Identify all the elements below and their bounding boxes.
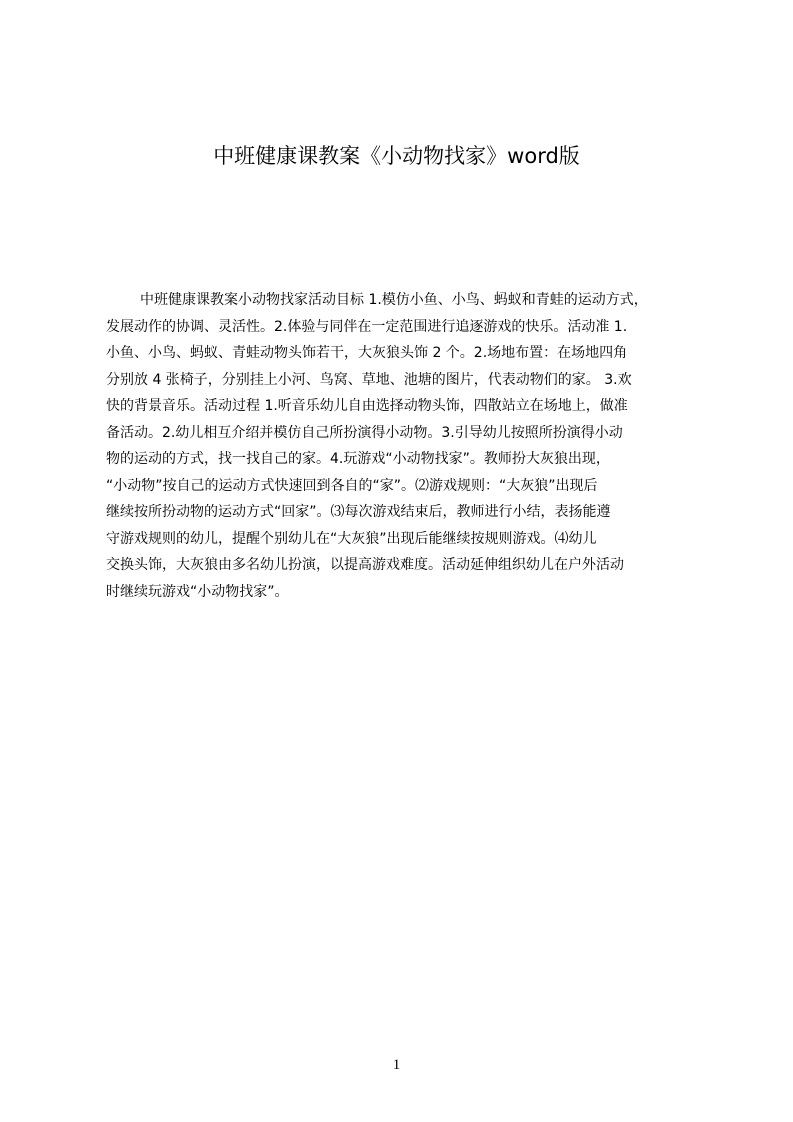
body-line: 继续按所扮动物的运动方式“回家”。⑶每次游戏结束后，教师进行小结，表扬能遵 bbox=[106, 504, 611, 520]
body-line: 分别放 4 张椅子，分别挂上小河、鸟窝、草地、池塘的图片，代表动物们的家。 3.欢 bbox=[106, 371, 632, 388]
body-line: 快的背景音乐。活动过程 1.听音乐幼儿自由选择动物头饰，四散站立在场地上，做准 bbox=[106, 398, 628, 414]
document-body bbox=[106, 287, 706, 605]
body-line: 备活动。2.幼儿相互介绍并模仿自己所扮演得小动物。3.引导幼儿按照所扮演得小动 bbox=[106, 424, 623, 441]
body-line: 交换头饰，大灰狼由多名幼儿扮演，以提高游戏难度。活动延伸组织幼儿在户外活动 bbox=[106, 557, 624, 573]
document-title: 中班健康课教案《小动物找家》word版 bbox=[213, 144, 580, 168]
body-line: “小动物”按自己的运动方式快速回到各自的“家”。⑵游戏规则：“大灰狼”出现后 bbox=[106, 477, 598, 494]
body-line: 守游戏规则的幼儿，提醒个别幼儿在“大灰狼”出现后能继续按规则游戏。⑷幼儿 bbox=[106, 530, 597, 547]
body-line: 时继续玩游戏“小动物找家”。 bbox=[106, 583, 289, 600]
body-line: 发展动作的协调、灵活性。2.体验与同伴在一定范围进行追逐游戏的快乐。活动准 1. bbox=[106, 318, 628, 335]
body-line: 物的运动的方式，找一找自己的家。4.玩游戏“小动物找家”。教师扮大灰狼出现， bbox=[106, 451, 610, 467]
body-line: 中班健康课教案小动物找家活动目标 1.模仿小鱼、小鸟、蚂蚁和青蛙的运动方式， bbox=[140, 292, 648, 308]
page-number: 1 bbox=[392, 1057, 401, 1073]
body-line: 小鱼、小鸟、蚂蚁、青蛙动物头饰若干，大灰狼头饰 2 个。2.场地布置：在场地四角 bbox=[106, 345, 628, 361]
